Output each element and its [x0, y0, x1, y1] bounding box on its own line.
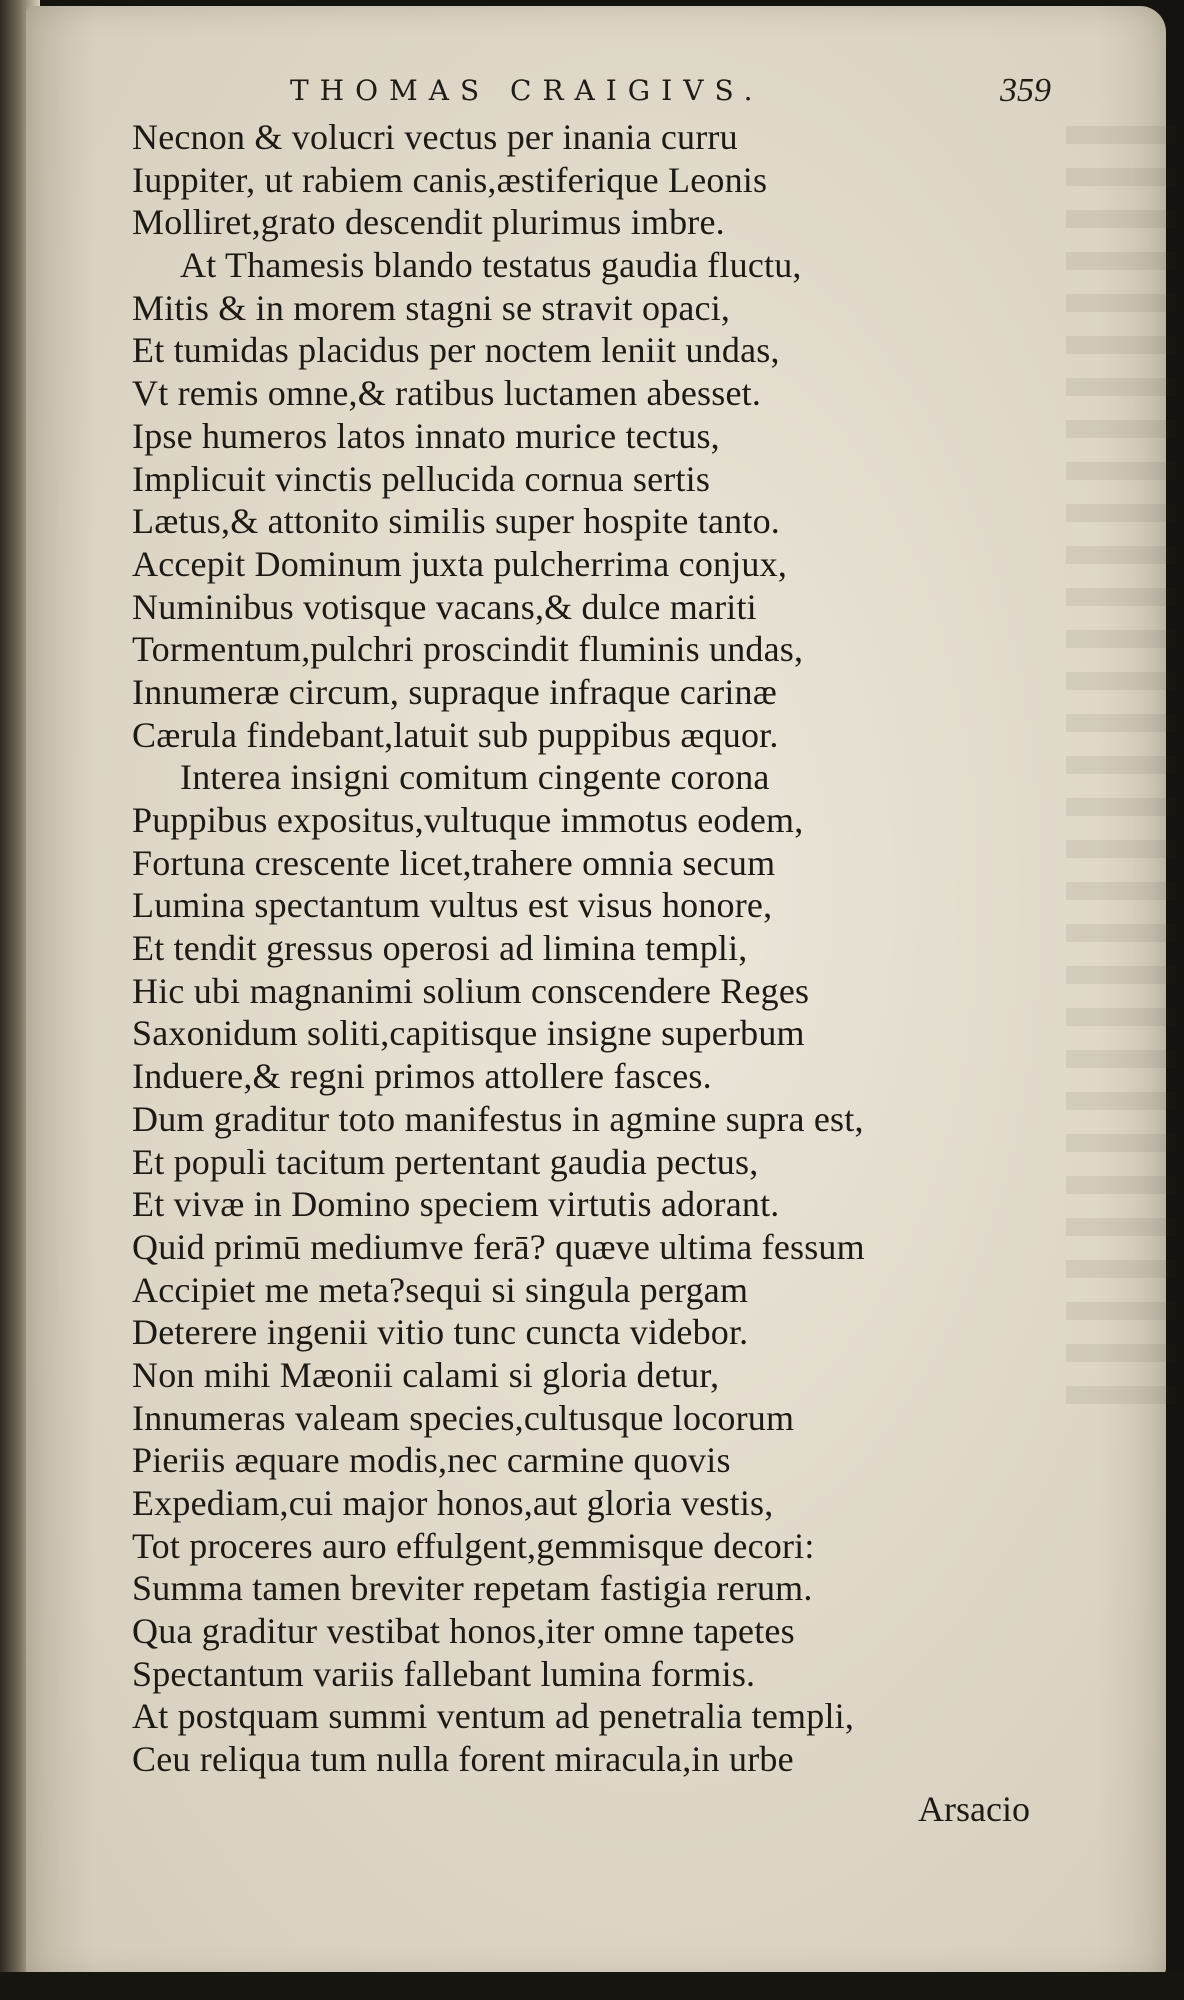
verse-line: Iuppiter, ut rabiem canis,æstiferique Leonis — [132, 159, 768, 200]
verse-line: Cærula findebant,latuit sub puppibus æquor. — [132, 714, 779, 755]
verse-line: Innumeras valeam species,cultusque locorum — [132, 1397, 795, 1438]
verse-line: Puppibus expositus,vultuque immotus eodem, — [132, 800, 804, 840]
verse-line: At Thamesis blando testatus gaudia fluctu, — [180, 245, 802, 286]
verse-line: Deterere ingenii vitio tunc cuncta videbor. — [132, 1312, 749, 1353]
verse-line: Necnon & volucri vectus per inania curru — [132, 117, 738, 157]
verse-line: Expediam,cui major honos,aut gloria vestis, — [132, 1483, 774, 1523]
verse-line: Dum graditur toto manifestus in agmine supra est, — [132, 1098, 864, 1139]
verse-line: At postquam summi ventum ad penetralia templi, — [132, 1696, 855, 1737]
verse-line: Ipse humeros latos innato murice tectus, — [132, 415, 720, 456]
verse-line: Quid primū mediumve ferā? quæve ultima fessum — [132, 1226, 865, 1267]
verse-line: Molliret,grato descendit plurimus imbre. — [132, 202, 725, 243]
verse-line: Implicuit vinctis pellucida cornua sertis — [132, 458, 711, 499]
verse-line: Et tendit gressus operosi ad limina templi, — [132, 928, 748, 969]
verse-line: Et vivæ in Domino speciem virtutis adorant. — [132, 1184, 780, 1225]
verse-line: Mitis & in morem stagni se stravit opaci, — [132, 287, 731, 328]
verse-line: Tot proceres auro effulgent,gemmisque decori: — [132, 1525, 815, 1566]
verse-line: Non mihi Mæonii calami si gloria detur, — [132, 1354, 720, 1395]
verse-line: Et tumidas placidus per noctem leniit undas, — [132, 330, 780, 371]
verse-line: Induere,& regni primos attollere fasces. — [132, 1056, 712, 1097]
verse-line: Vt remis omne,& ratibus luctamen abesset. — [132, 373, 762, 414]
scan-background-bottom — [0, 1972, 1184, 2000]
verse-line: Pieriis æquare modis,nec carmine quovis — [132, 1440, 731, 1481]
verse-line: Hic ubi magnanimi solium conscendere Reges — [132, 970, 810, 1011]
catchword: Arsacio — [918, 1789, 1030, 1829]
verse-line: Interea insigni comitum cingente corona — [180, 757, 770, 798]
verse-line: Innumeræ circum, supraque infraque carinæ — [132, 671, 777, 712]
poem-text — [132, 116, 1092, 1781]
verse-line: Saxonidum soliti,capitisque insigne superbum — [132, 1013, 805, 1054]
verse-line: Ceu reliqua tum nulla forent miracula,in urbe — [132, 1739, 794, 1780]
verse-line: Summa tamen breviter repetam fastigia rerum. — [132, 1568, 813, 1609]
verse-line: Accepit Dominum juxta pulcherrima conjux, — [132, 543, 788, 584]
verse-line: Et populi tacitum pertentant gaudia pectus, — [132, 1141, 759, 1182]
verse-line: Lætus,& attonito similis super hospite tanto. — [132, 501, 780, 542]
verse-line: Numinibus votisque vacans,& dulce mariti — [132, 586, 757, 627]
verse-line: Lumina spectantum vultus est visus honore, — [132, 885, 773, 926]
verse-line: Tormentum,pulchri proscindit fluminis undas, — [132, 629, 804, 670]
running-title: THOMAS CRAIGIVS. — [290, 74, 764, 107]
verse-line: Fortuna crescente licet,trahere omnia secum — [132, 842, 776, 883]
verse-line: Qua graditur vestibat honos,iter omne tapetes — [132, 1611, 795, 1652]
verse-line: Accipiet me meta?sequi si singula pergam — [132, 1269, 749, 1310]
page-number: 359 — [1000, 72, 1051, 109]
verse-line: Spectantum variis fallebant lumina formis. — [132, 1653, 756, 1694]
